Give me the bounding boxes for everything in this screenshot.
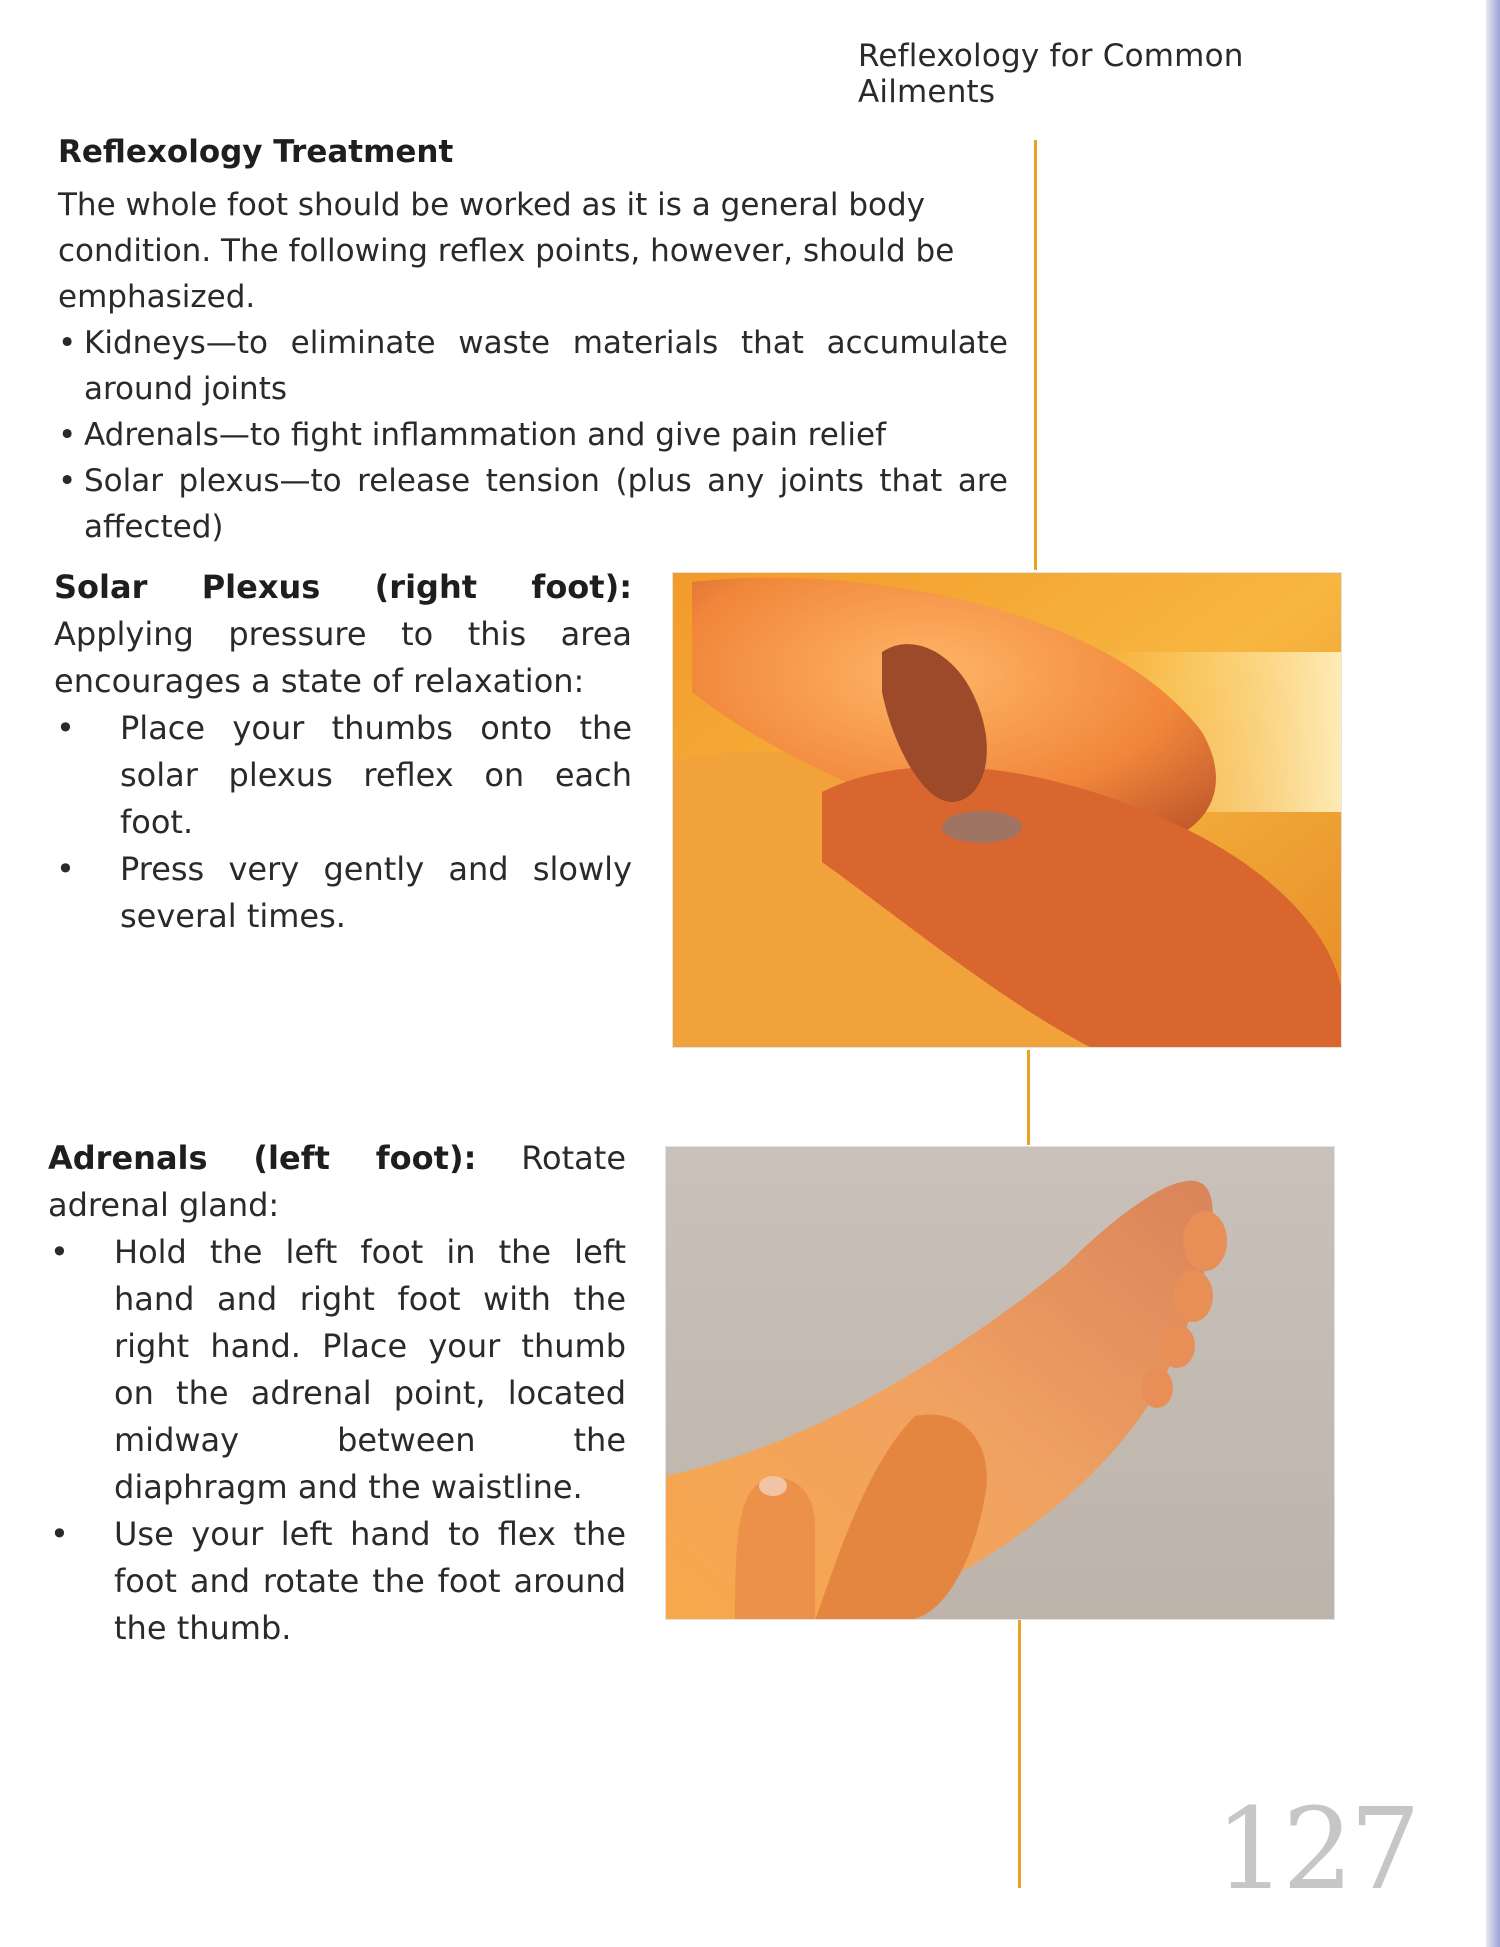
- adrenals-section: [48, 1135, 626, 1652]
- adrenals-steps: [48, 1229, 626, 1652]
- list-item: • Solar plexus—to release tension (plus any joints that are affected): [58, 458, 1008, 550]
- adrenals-label: Adrenals (left foot):: [48, 1139, 477, 1177]
- list-item: • Use your left hand to flex the foot and rotate the foot around the thumb.: [48, 1511, 626, 1652]
- gold-divider-bottom: [1018, 1620, 1021, 1888]
- reflex-point-list: [58, 320, 1008, 550]
- solar-plexus-steps: [54, 705, 632, 940]
- solar-plexus-label: Solar Plexus (right foot):: [54, 568, 632, 606]
- adrenals-lead-text: Rotate adrenal gland:: [48, 1139, 626, 1224]
- adrenals-photo: [665, 1146, 1335, 1620]
- page-edge-shadow: [1486, 0, 1500, 1947]
- solar-plexus-lead: [54, 564, 632, 705]
- list-item: • Hold the left foot in the left hand and right foot with the right hand. Place your thumb on the adrenal point, located midway between the diaphragm and the waistline.: [48, 1229, 626, 1511]
- thumb-on-foot-illustration: [672, 572, 1342, 1048]
- bullet-icon: •: [56, 709, 75, 747]
- bullet-icon: •: [58, 463, 77, 499]
- page-number: 127: [1215, 1785, 1417, 1915]
- bullet-icon: •: [50, 1515, 69, 1553]
- bullet-icon: •: [50, 1233, 69, 1271]
- solar-plexus-lead-text: Applying pressure to this area encourages a state of relaxation:: [54, 615, 632, 700]
- list-item: • Adrenals—to fight inflammation and give pain relief: [58, 412, 1008, 458]
- list-item: • Press very gently and slowly several times.: [54, 846, 632, 940]
- running-header: Reflexology for Common Ailments: [858, 38, 1244, 110]
- adrenals-lead: [48, 1135, 626, 1229]
- section-heading: Reflexology Treatment: [58, 134, 454, 170]
- gold-divider-top: [1034, 140, 1037, 570]
- bullet-icon: •: [56, 850, 75, 888]
- list-item: • Kidneys—to eliminate waste materials that accumulate around joints: [58, 320, 1008, 412]
- intro-paragraph: The whole foot should be worked as it is a general body condition. The following reflex points, however, should be emphasized.: [58, 187, 955, 315]
- solar-plexus-photo: [672, 572, 1342, 1048]
- bullet-icon: •: [58, 325, 77, 361]
- gold-divider-middle: [1027, 1050, 1030, 1145]
- list-item: • Place your thumbs onto the solar plexus reflex on each foot.: [54, 705, 632, 846]
- treatment-intro: [58, 182, 1008, 550]
- hands-rotating-foot-illustration: [665, 1146, 1335, 1620]
- bullet-icon: •: [58, 417, 77, 453]
- solar-plexus-section: [54, 564, 632, 940]
